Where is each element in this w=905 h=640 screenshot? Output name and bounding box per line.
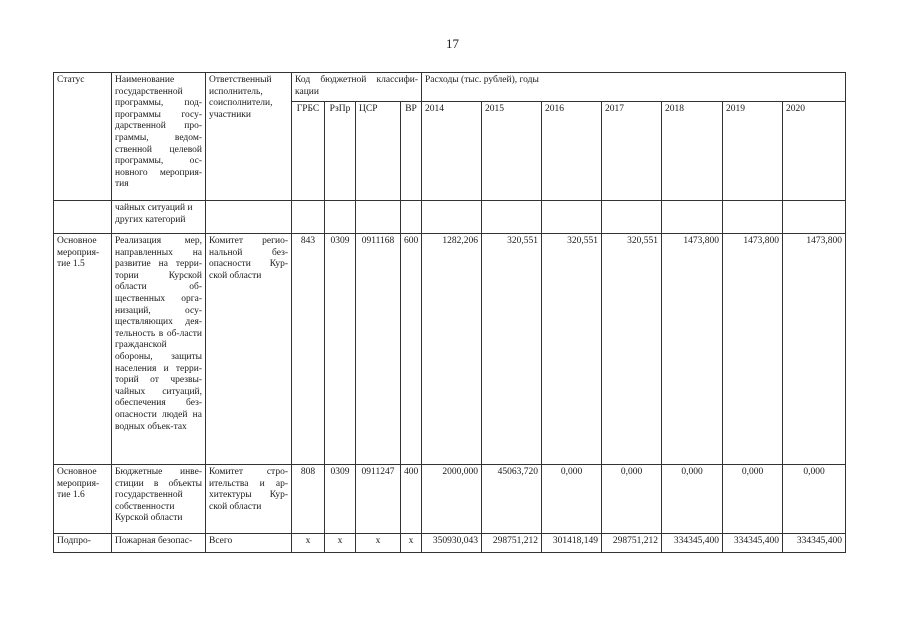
cell-vr: х: [401, 534, 422, 553]
cell-value: [542, 201, 602, 234]
cell-csr: [356, 201, 401, 234]
cell-value: 301418,149: [542, 534, 602, 553]
header-grbs: ГРБС: [292, 102, 325, 201]
header-name: Наименование государственной программы, под-программы госу-дарственной про-граммы, ведом-ственной целевой программы, ос-новного мероприя-тия: [112, 73, 206, 201]
budget-table: [53, 72, 846, 553]
cell-name: Пожарная безопас-: [112, 534, 206, 553]
cell-grbs: 843: [292, 234, 325, 465]
header-year: 2019: [723, 102, 783, 201]
cell-executor: [206, 201, 292, 234]
cell-value: 1473,800: [723, 234, 783, 465]
header-csr: ЦСР: [356, 102, 401, 201]
cell-value: 1473,800: [662, 234, 723, 465]
cell-value: 0,000: [723, 465, 783, 534]
page-number: 17: [446, 36, 459, 51]
header-budget-code: Код бюджетной классифи-кации: [292, 73, 422, 102]
cell-csr: х: [356, 534, 401, 553]
cell-value: [602, 201, 662, 234]
cell-value: 1282,206: [422, 234, 482, 465]
cell-status: [54, 201, 112, 234]
cell-value: 320,551: [602, 234, 662, 465]
cell-csr: 0911168: [356, 234, 401, 465]
cell-grbs: [292, 201, 325, 234]
header-expenses: Расходы (тыс. рублей), годы: [422, 73, 846, 102]
cell-name: Бюджетные инве-стиции в объекты государственной собственности Курской области: [112, 465, 206, 534]
cell-executor: Всего: [206, 534, 292, 553]
table-row: [54, 465, 846, 534]
cell-vr: [401, 201, 422, 234]
cell-name: Реализация мер, направленных на развитие на терри-тории Курской области об-щественных орга-низаций, осу-ществляющих дея-тельность в об-ласти гражданской обороны, защиты населения и терри-торий от чрезвы-чайных ситуаций, обеспечения без-опасности людей на водных объек-тах: [112, 234, 206, 465]
header-year: 2016: [542, 102, 602, 201]
cell-value: 320,551: [542, 234, 602, 465]
table-row: [54, 534, 846, 553]
cell-rzpr: 0309: [325, 465, 356, 534]
header-vr: ВР: [401, 102, 422, 201]
cell-vr: 400: [401, 465, 422, 534]
cell-value: 350930,043: [422, 534, 482, 553]
cell-value: [783, 201, 846, 234]
cell-value: 45063,720: [482, 465, 542, 534]
cell-value: 334345,400: [723, 534, 783, 553]
cell-value: 334345,400: [783, 534, 846, 553]
cell-status: Основное мероприя-тие 1.5: [54, 234, 112, 465]
cell-value: 0,000: [542, 465, 602, 534]
cell-name: чайных ситуаций и других категорий: [112, 201, 206, 234]
cell-status: Основное мероприя-тие 1.6: [54, 465, 112, 534]
table-row: [54, 201, 846, 234]
cell-rzpr: [325, 201, 356, 234]
cell-executor: Комитет регио-нальной без-опасности Кур-ской области: [206, 234, 292, 465]
cell-value: [422, 201, 482, 234]
header-year: 2017: [602, 102, 662, 201]
header-executor: Ответственный исполнитель, соисполнители, участники: [206, 73, 292, 201]
cell-value: 2000,000: [422, 465, 482, 534]
header-row-1: [54, 73, 846, 102]
cell-value: 334345,400: [662, 534, 723, 553]
cell-value: 0,000: [602, 465, 662, 534]
cell-rzpr: 0309: [325, 234, 356, 465]
cell-grbs: 808: [292, 465, 325, 534]
cell-value: [482, 201, 542, 234]
cell-rzpr: х: [325, 534, 356, 553]
header-year: 2018: [662, 102, 723, 201]
header-status: Статус: [54, 73, 112, 201]
cell-grbs: х: [292, 534, 325, 553]
cell-value: 298751,212: [482, 534, 542, 553]
cell-value: 0,000: [783, 465, 846, 534]
cell-value: [662, 201, 723, 234]
cell-value: 0,000: [662, 465, 723, 534]
cell-value: 1473,800: [783, 234, 846, 465]
header-year: 2020: [783, 102, 846, 201]
cell-value: 320,551: [482, 234, 542, 465]
cell-executor: Комитет стро-ительства и ар-хитектуры Кур-ской области: [206, 465, 292, 534]
cell-vr: 600: [401, 234, 422, 465]
cell-value: 298751,212: [602, 534, 662, 553]
cell-value: [723, 201, 783, 234]
cell-status: Подпро-: [54, 534, 112, 553]
header-rzpr: РзПр: [325, 102, 356, 201]
table-row: [54, 234, 846, 465]
header-year: 2014: [422, 102, 482, 201]
header-year: 2015: [482, 102, 542, 201]
cell-csr: 0911247: [356, 465, 401, 534]
